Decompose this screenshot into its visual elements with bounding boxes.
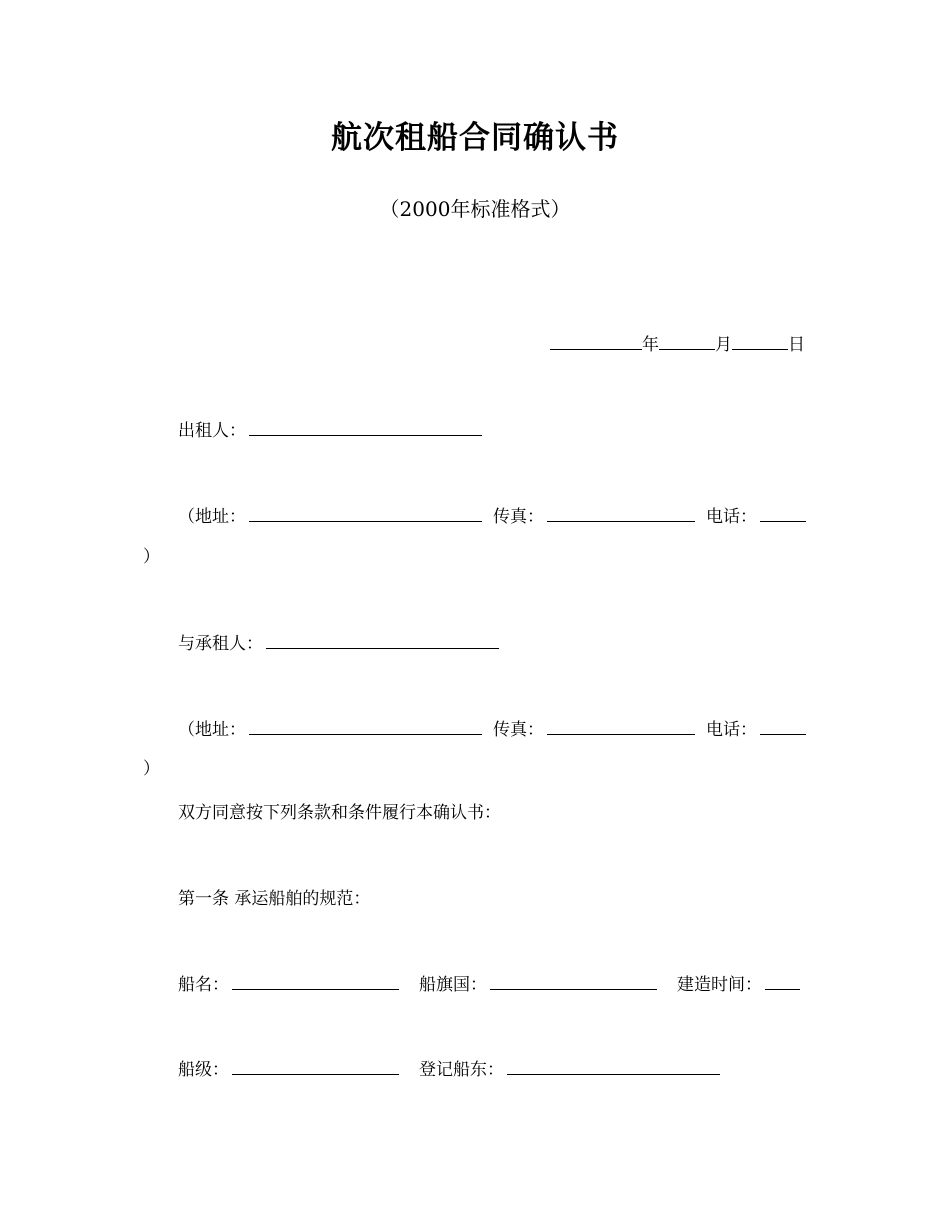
lessor-blank[interactable] (249, 419, 482, 436)
class-blank[interactable] (232, 1058, 399, 1075)
lessee-address-blank[interactable] (249, 718, 482, 735)
ship-info-line (178, 973, 800, 996)
lessor-phone-blank[interactable] (760, 505, 806, 522)
lessee-phone-label: 电话： (706, 720, 757, 740)
lessee-contact-line (178, 718, 806, 741)
year-label: 年 (642, 335, 659, 355)
lessee-fax-label: 传真： (493, 720, 544, 740)
lessor-phone-label: 电话： (706, 507, 757, 527)
year-blank[interactable] (550, 333, 642, 350)
ship-class-line (178, 1058, 720, 1081)
lessor-address-blank[interactable] (249, 505, 482, 522)
document-title: 航次租船合同确认书 (331, 120, 619, 156)
agreement-text: 双方同意按下列条款和条件履行本确认书： (178, 803, 501, 823)
owner-blank[interactable] (507, 1058, 720, 1075)
lessor-line (178, 419, 482, 442)
date-line (550, 333, 805, 356)
build-time-label: 建造时间： (677, 975, 762, 995)
lessor-close-paren: ） (143, 547, 160, 567)
lessor-contact-line (178, 505, 806, 528)
lessee-label: 与承租人： (178, 634, 263, 654)
lessee-blank[interactable] (266, 632, 499, 649)
month-label: 月 (715, 335, 732, 355)
article1-heading: 第一条 承运船舶的规范： (178, 889, 371, 909)
lessee-fax-blank[interactable] (547, 718, 695, 735)
lessor-fax-blank[interactable] (547, 505, 695, 522)
lessor-label: 出租人： (178, 421, 246, 441)
day-blank[interactable] (732, 333, 788, 350)
lessee-address-label: （地址： (178, 720, 246, 740)
ship-name-label: 船名： (178, 975, 229, 995)
document-subtitle: （2000年标准格式） (379, 197, 571, 221)
flag-label: 船旗国： (419, 975, 487, 995)
class-label: 船级： (178, 1060, 229, 1080)
month-blank[interactable] (659, 333, 715, 350)
flag-blank[interactable] (490, 973, 657, 990)
lessee-close-paren: ） (143, 759, 160, 779)
day-label: 日 (788, 335, 805, 355)
lessor-fax-label: 传真： (493, 507, 544, 527)
lessee-line (178, 632, 499, 655)
ship-name-blank[interactable] (232, 973, 399, 990)
build-time-blank[interactable] (765, 973, 800, 990)
lessee-phone-blank[interactable] (760, 718, 806, 735)
owner-label: 登记船东： (419, 1060, 504, 1080)
lessor-address-label: （地址： (178, 507, 246, 527)
